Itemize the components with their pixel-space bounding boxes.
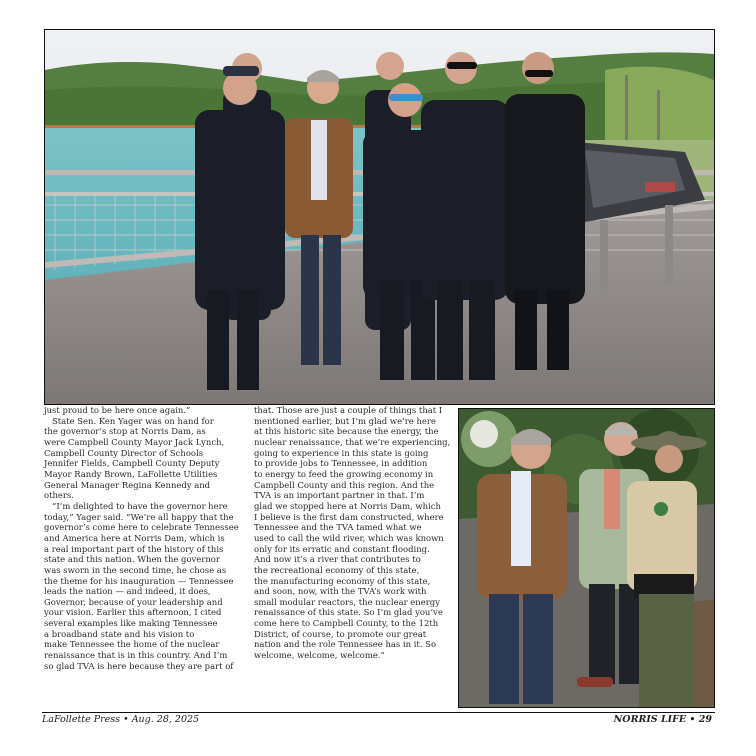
footer-rule <box>42 712 715 713</box>
article-line: glad we stopped here at Norris Dam, which <box>254 500 441 511</box>
article-line: others. <box>44 490 74 501</box>
article-line: and soon, now, with the TVA’s work with <box>254 586 427 597</box>
side-photo-governor-with-ranger <box>458 408 715 708</box>
article-line: District, of course, to promote our great <box>254 628 427 639</box>
article-line: State Sen. Ken Yager was on hand for <box>52 415 214 426</box>
article-line: renaissance that is in this country. And I’m <box>44 650 228 661</box>
article-paragraph <box>44 501 250 672</box>
article-line: that. Those are just a couple of things that I <box>254 405 443 415</box>
article-line: your vision. Earlier this afternoon, I cited <box>44 607 222 618</box>
article-line: were Campbell County Mayor Jack Lynch, <box>44 436 225 447</box>
article-line: several examples like making Tennessee <box>44 618 218 629</box>
article-line: only for its erratic and constant flooding. <box>254 543 430 554</box>
article-line: Governor, because of your leadership and <box>44 596 223 607</box>
article-line: Campbell County Director of Schools <box>44 447 204 458</box>
article-line: and America here at Norris Dam, which is <box>44 532 225 543</box>
article-line: leads the nation — and indeed, it does, <box>44 586 211 597</box>
article-line: the governor’s stop at Norris Dam, as <box>44 426 206 437</box>
article-line: General Manager Regina Kennedy and <box>44 479 211 490</box>
article-line: the manufacturing economy of this state, <box>254 575 431 586</box>
article-line: Campbell County and this region. And the <box>254 479 435 490</box>
article-line: TVA is an important partner in that. I’m <box>254 490 425 501</box>
article-line: make Tennessee the home of the nuclear <box>44 639 220 650</box>
article-line: governor’s come here to celebrate Tennessee <box>44 522 239 533</box>
article-line: nation and the role Tennessee has in it. So <box>254 639 437 650</box>
main-photo-governor-with-officers <box>44 29 715 405</box>
article-line: was sworn in the second time, he chose as <box>44 564 227 575</box>
article-line: to provide jobs to Tennessee, in addition <box>254 458 428 469</box>
footer-section-page-number: NORRIS LIFE • 29 <box>613 714 712 725</box>
article-line: renaissance of this state. So I’m glad you’ve <box>254 607 443 618</box>
article-line: the theme for his inauguration — Tennessee <box>44 575 234 586</box>
article-line: state and this nation. When the governor <box>44 554 220 565</box>
article-line: Jennifer Fields, Campbell County Deputy <box>44 458 220 469</box>
article-paragraph <box>44 416 250 501</box>
article-line: a real important part of the history of this <box>44 543 224 554</box>
article-line: at this historic site because the energy, the <box>254 426 439 437</box>
article-line: a broadband state and his vision to <box>44 628 195 639</box>
article-line: small modular reactors, the nuclear energy <box>254 596 440 607</box>
article-line: Tennessee and the TVA tamed what we <box>254 522 422 533</box>
article-line: today,” Yager said. “We’re all happy that the <box>44 511 234 522</box>
article-line: so glad TVA is here because they are part of <box>44 660 234 671</box>
article-paragraph <box>44 405 250 416</box>
article-line: Mayor Randy Brown, LaFollette Utilities <box>44 468 218 479</box>
article-line: going to experience in this state is going <box>254 447 429 458</box>
article-line: “I’m delighted to have the governor here <box>52 500 228 511</box>
article-line: nuclear renaissance, that we’re experiencing, <box>254 436 451 447</box>
article-line: the recreational economy of this state, <box>254 564 420 575</box>
article-column-2 <box>254 405 454 661</box>
article-line: used to call the wild river, which was known <box>254 532 444 543</box>
article-line: welcome, welcome, welcome.” <box>254 650 385 661</box>
article-line: And now it’s a river that contributes to <box>254 554 421 565</box>
article-line: to energy to feed the growing economy in <box>254 468 434 479</box>
article-line: I believe is the first dam constructed, where <box>254 511 444 522</box>
article-column-1 <box>44 405 250 671</box>
footer-publication-date: LaFollette Press • Aug. 28, 2025 <box>42 714 200 725</box>
article-line: just proud to be here once again.” <box>44 405 191 415</box>
article-paragraph <box>254 405 454 661</box>
article-line: come here to Campbell County, to the 12th <box>254 618 439 629</box>
article-line: mentioned earlier, but I’m glad we’re here <box>254 415 436 426</box>
